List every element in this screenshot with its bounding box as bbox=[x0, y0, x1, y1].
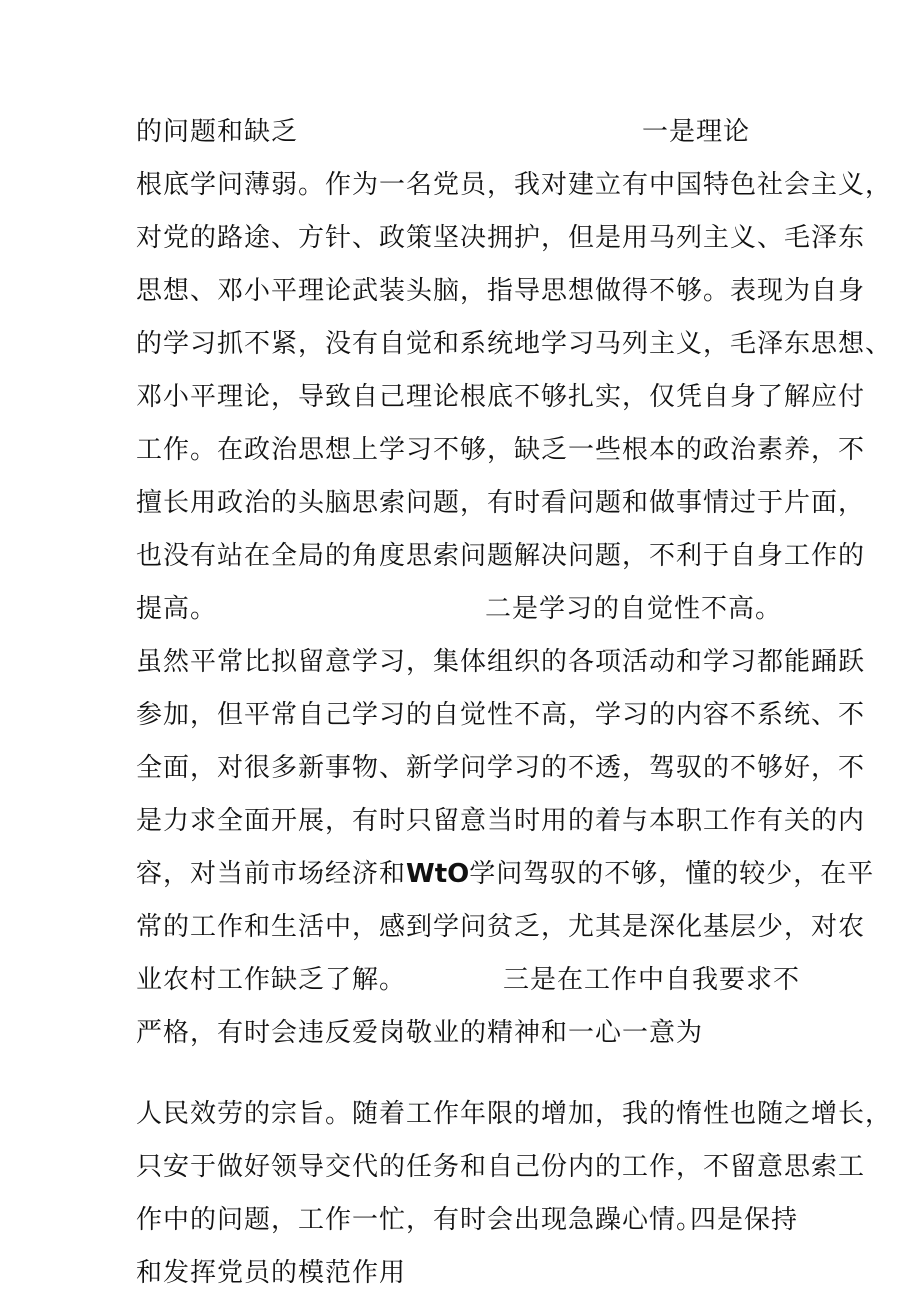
text-line-14: 是力求全面开展，有时只留意当时用的着与本职工作有关的内 bbox=[136, 806, 866, 836]
line-1-right: 一是理论 bbox=[642, 117, 751, 147]
line-1-left: 的问题和缺乏 bbox=[136, 117, 299, 147]
line-10-left: 提高。 bbox=[136, 594, 218, 624]
text-line-7: 工作。在政治思想上学习不够，缺乏一些根本的政治素养，不 bbox=[136, 435, 866, 465]
text-line-18: 严格，有时会违反爱岗敬业的精神和一心一意为 bbox=[136, 1018, 704, 1048]
text-line-16: 常的工作和生活中，感到学问贫乏，尤其是深化基层少，对农 bbox=[136, 912, 866, 942]
text-line-5: 的学习抓不紧，没有自觉和系统地学习马列主义，毛泽东思想、 bbox=[136, 329, 893, 359]
text-line-9: 也没有站在全局的角度思索问题解决问题，不利于自身工作的 bbox=[136, 541, 866, 571]
text-line-19: 人民效劳的宗旨。随着工作年限的增加，我的惰性也随之增长， bbox=[136, 1099, 893, 1129]
text-line-17 bbox=[136, 963, 801, 997]
line-21-left: 作中的问题，工作一忙，有时会出现急躁心情。 bbox=[136, 1205, 704, 1235]
text-line-1 bbox=[136, 115, 796, 149]
text-line-20: 只安于做好领导交代的任务和自己份内的工作，不留意思索工 bbox=[136, 1152, 866, 1182]
text-line-10 bbox=[136, 592, 796, 626]
text-line-15 bbox=[136, 857, 875, 891]
line-17-left: 业农村工作缺乏了解。 bbox=[136, 965, 407, 995]
text-line-12: 参加，但平常自己学习的自觉性不高，学习的内容不系统、不 bbox=[136, 700, 866, 730]
wto-term: WtO bbox=[406, 859, 470, 889]
text-line-13: 全面，对很多新事物、新学问学习的不透，驾驭的不够好，不 bbox=[136, 753, 866, 783]
line-15-pre: 容，对当前市场经济和 bbox=[136, 859, 407, 889]
text-line-22: 和发挥党员的模范作用 bbox=[136, 1258, 407, 1288]
text-line-11: 虽然平常比拟留意学习，集体组织的各项活动和学习都能踊跃 bbox=[136, 647, 866, 677]
line-17-right: 三是在工作中自我要求不 bbox=[503, 965, 801, 995]
text-line-3: 对党的路途、方针、政策坚决拥护，但是用马列主义、毛泽东 bbox=[136, 223, 866, 253]
text-line-2: 根底学问薄弱。作为一名党员，我对建立有中国特色社会主义， bbox=[136, 170, 893, 200]
line-10-right: 二是学习的自觉性不高。 bbox=[485, 594, 783, 624]
text-line-4: 思想、邓小平理论武装头脑，指导思想做得不够。表现为自身 bbox=[136, 276, 866, 306]
line-15-post: 学问驾驭的不够，懂的较少，在平 bbox=[469, 859, 875, 889]
text-line-21 bbox=[136, 1203, 799, 1237]
text-line-8: 擅长用政治的头脑思索问题，有时看问题和做事情过于片面， bbox=[136, 488, 866, 518]
line-21-right: 四是保持 bbox=[690, 1205, 799, 1235]
text-line-6: 邓小平理论，导致自己理论根底不够扎实，仅凭自身了解应付 bbox=[136, 382, 866, 412]
